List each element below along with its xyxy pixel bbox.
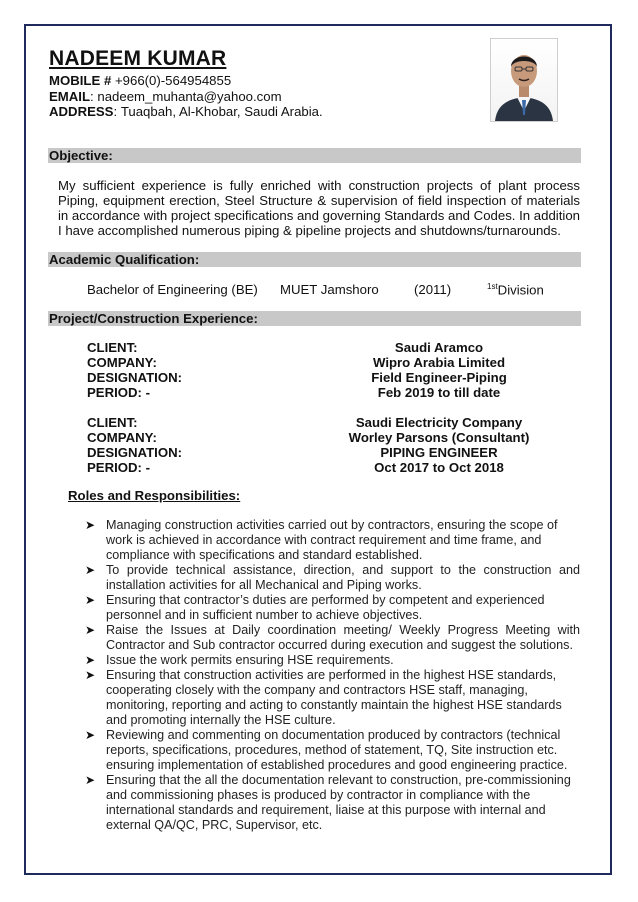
company-label: COMPANY: (87, 430, 157, 445)
institute: MUET Jamshoro (280, 282, 379, 297)
experience-heading: Project/Construction Experience: (48, 311, 581, 326)
division-text: Division (497, 282, 544, 298)
arrowhead-bullet-icon: ➤ (85, 593, 96, 607)
arrowhead-bullet-icon: ➤ (85, 518, 96, 532)
job-1-company: Wipro Arabia Limited (372, 355, 505, 370)
list-item: ➤ To provide technical assistance, direction, and support to the construction and installation activities for all Mechanical and Piping works. (85, 563, 580, 592)
job-2-period: Oct 2017 to Oct 2018 (374, 460, 504, 475)
objective-text: My sufficient experience is fully enriched with construction projects of plant process Piping, equipment erection, Steel Structure & supervision of field inspection of materials in accordance with project specifications and governing Standards and Codes. In addition I have accomplished numerous piping & pipeline projects and shutdowns/turnarounds. (58, 178, 580, 238)
academic-heading: Academic Qualification: (48, 252, 581, 267)
job-1-period: Feb 2019 to till date (377, 385, 501, 400)
address-line: ADDRESS: Tuaqbah, Al-Khobar, Saudi Arabia. (49, 104, 323, 119)
mobile-value: +966(0)-564954855 (114, 73, 232, 88)
job-2-company: Worley Parsons (Consultant) (348, 430, 530, 445)
designation-label: DESIGNATION: (87, 370, 182, 385)
list-item: ➤ Managing construction activities carried out by contractors, ensuring the scope of work is achieved in accordance with contract requirement and time frame, and compliance with specifications and standard established. (85, 518, 558, 562)
list-item: ➤ Ensuring that the all the documentation relevant to construction, pre-commissioning and commissioning phases is produced by contractor in compliance with the international standards and requirement, liaise at this purpose with internal and external QA/QC, PRC, Supervisor, etc. (85, 773, 571, 832)
division-superscript: 1st (487, 282, 498, 291)
roles-heading: Roles and Responsibilities: (68, 488, 241, 503)
job-1-designation: Field Engineer-Piping (371, 370, 507, 385)
list-item: ➤ Reviewing and commenting on documentation produced by contractors (technical reports, specifications, procedures, method of statement, TQ, Site instruction etc. ensuring implementation of established procedures and good engineering practice. (85, 728, 568, 772)
objective-heading: Objective: (48, 148, 581, 163)
job-1-client: Saudi Aramco (394, 340, 484, 355)
arrowhead-bullet-icon: ➤ (85, 728, 96, 742)
list-item: ➤ Ensuring that construction activities are performed in the highest HSE standards, cooperating closely with the company and contractors HSE staff, managing, monitoring, reporting and acting to constantly maintain the highest HSE standards and promoting internally the HSE culture. (85, 668, 562, 727)
graduation-year: (2011) (414, 282, 452, 297)
list-item: ➤ Issue the work permits ensuring HSE requirements. (85, 653, 394, 667)
client-label: CLIENT: (87, 340, 138, 355)
degree: Bachelor of Engineering (BE) (87, 282, 258, 297)
arrowhead-bullet-icon: ➤ (85, 668, 96, 682)
period-label: PERIOD: - (87, 385, 151, 400)
arrowhead-bullet-icon: ➤ (85, 623, 96, 637)
job-2-designation: PIPING ENGINEER (380, 445, 498, 460)
candidate-name: NADEEM KUMAR (49, 47, 227, 70)
client-label: CLIENT: (87, 415, 138, 430)
mobile-label: MOBILE # (49, 73, 112, 88)
person-photo-icon (491, 39, 557, 121)
list-item: ➤ Ensuring that contractor’s duties are performed by competent and experienced personnel and in sufficient number to achieve objectives. (85, 593, 545, 622)
mobile-line (49, 73, 231, 88)
address-label: ADDRESS (49, 104, 114, 119)
company-label: COMPANY: (87, 355, 157, 370)
roles-list (85, 518, 580, 833)
email-label: EMAIL (49, 89, 91, 104)
period-label: PERIOD: - (87, 460, 151, 475)
arrowhead-bullet-icon: ➤ (85, 773, 96, 787)
designation-label: DESIGNATION: (87, 445, 182, 460)
job-2-client: Saudi Electricity Company (355, 415, 523, 430)
email-value[interactable]: nadeem_muhanta@yahoo.com (97, 89, 282, 104)
list-item: ➤ Raise the Issues at Daily coordination meeting/ Weekly Progress Meeting with Contractor and Sub contractor occurred during execution and suggest the solutions. (85, 623, 580, 652)
arrowhead-bullet-icon: ➤ (85, 653, 96, 667)
address-value: Tuaqbah, Al-Khobar, Saudi Arabia. (120, 104, 323, 119)
profile-photo (490, 38, 558, 122)
arrowhead-bullet-icon: ➤ (85, 563, 96, 577)
division (487, 282, 544, 297)
email-line: EMAIL: nadeem_muhanta@yahoo.com (49, 89, 282, 104)
